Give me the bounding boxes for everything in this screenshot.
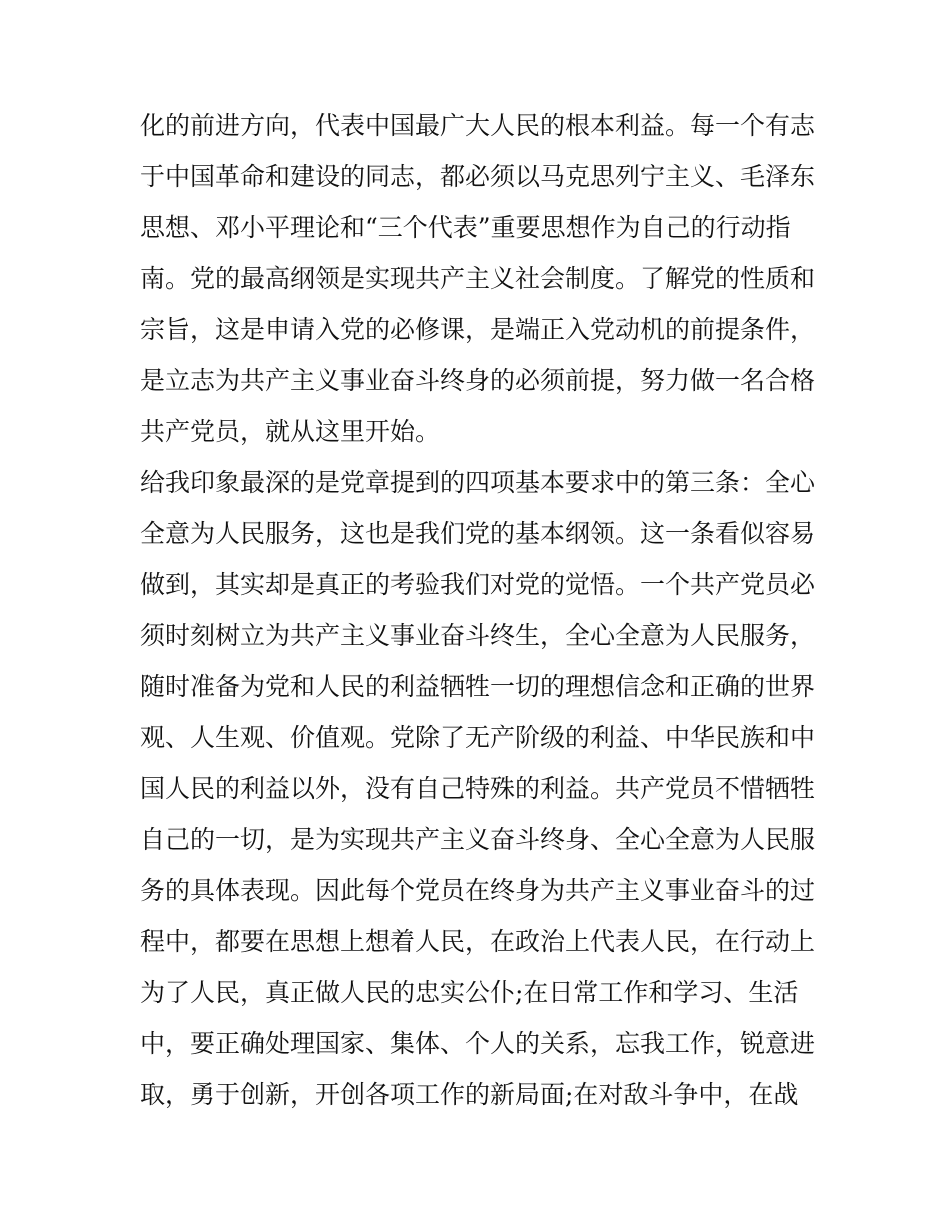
document-body xyxy=(140,100,830,1120)
text-line: 观、人生观、价值观。党除了无产阶级的利益、中华民族和中 xyxy=(140,723,816,752)
text-line: 南。党的最高纲领是实现共产主义社会制度。了解党的性质和 xyxy=(140,264,816,293)
text-line: 宗旨，这是申请入党的必修课，是端正入党动机的前提条件， xyxy=(140,315,816,344)
text-line: 思想、邓小平理论和“三个代表”重要思想作为自己的行动指 xyxy=(140,213,791,242)
text-line: 是立志为共产主义事业奋斗终身的必须前提，努力做一名合格 xyxy=(140,366,816,395)
text-line: 为了人民，真正做人民的忠实公仆;在日常工作和学习、生活 xyxy=(140,978,799,1007)
text-line: 做到，其实却是真正的考验我们对党的觉悟。一个共产党员必 xyxy=(140,570,816,599)
text-line: 中，要正确处理国家、集体、个人的关系，忘我工作，锐意进 xyxy=(140,1029,816,1058)
text-line: 程中，都要在思想上想着人民，在政治上代表人民，在行动上 xyxy=(140,927,816,956)
text-line: 给我印象最深的是党章提到的四项基本要求中的第三条：全心 xyxy=(140,468,816,497)
text-line: 须时刻树立为共产主义事业奋斗终生，全心全意为人民服务， xyxy=(140,621,816,650)
text-line: 取，勇于创新，开创各项工作的新局面;在对敌斗争中，在战 xyxy=(140,1080,799,1109)
text-line: 化的前进方向，代表中国最广大人民的根本利益。每一个有志 xyxy=(140,111,816,140)
text-line: 共产党员，就从这里开始。 xyxy=(140,417,441,446)
text-line: 全意为人民服务，这也是我们党的基本纲领。这一条看似容易 xyxy=(140,519,816,548)
text-line: 随时准备为党和人民的利益牺牲一切的理想信念和正确的世界 xyxy=(140,672,816,701)
text-line: 于中国革命和建设的同志，都必须以马克思列宁主义、毛泽东 xyxy=(140,162,816,191)
text-line: 务的具体表现。因此每个党员在终身为共产主义事业奋斗的过 xyxy=(140,876,816,905)
text-line: 国人民的利益以外，没有自己特殊的利益。共产党员不惜牺牲 xyxy=(140,774,816,803)
text-line: 自己的一切，是为实现共产主义奋斗终身、全心全意为人民服 xyxy=(140,825,816,854)
